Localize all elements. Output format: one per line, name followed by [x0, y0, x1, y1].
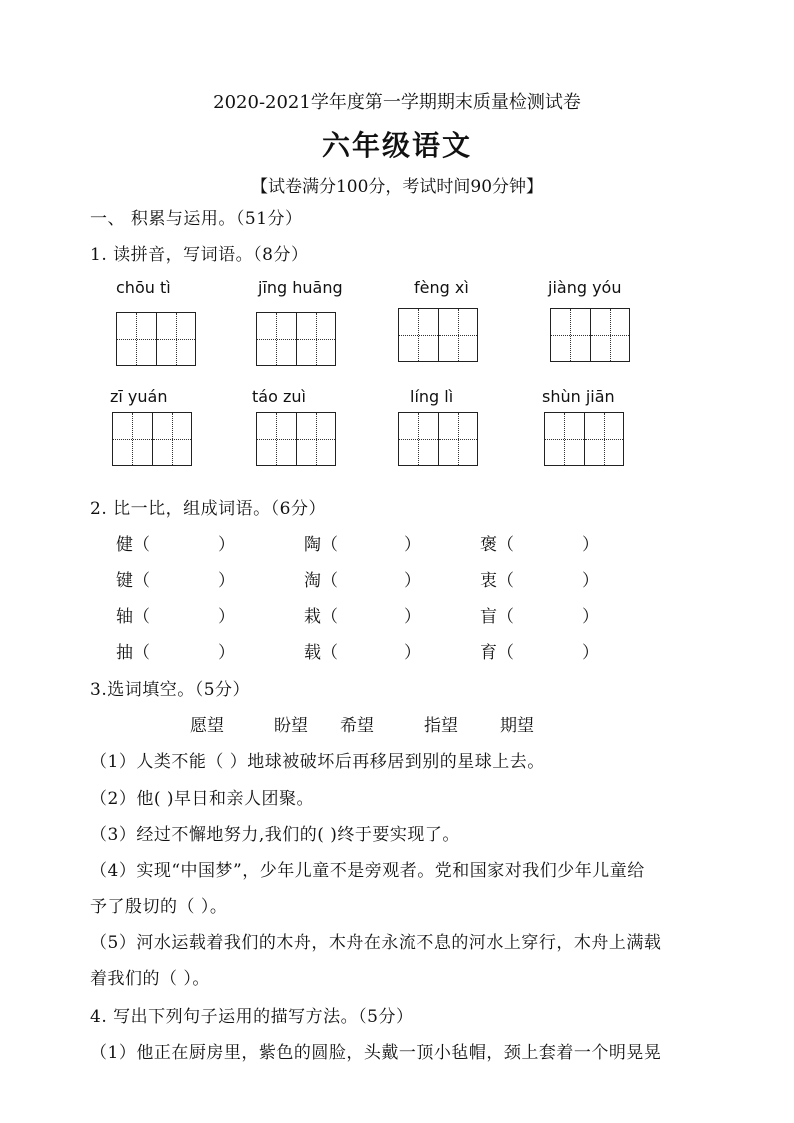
question-4-sentence: （1）他正在厨房里，紫色的圆脸，头戴一顶小毡帽，颈上套着一个明晃晃 — [90, 1043, 662, 1063]
blank-close: ） — [218, 607, 235, 627]
character-grid[interactable] — [398, 412, 478, 466]
pinyin-label: jiàng yóu — [548, 278, 622, 297]
compare-item: 抽（ — [116, 643, 150, 663]
character-grid[interactable] — [256, 412, 336, 466]
character-grid[interactable] — [550, 308, 630, 362]
question-4-heading: 4. 写出下列句子运用的描写方法。（5分） — [90, 1007, 414, 1027]
pinyin-label: fèng xì — [414, 278, 469, 297]
compare-item: 栽（ — [304, 607, 338, 627]
character-grid[interactable] — [116, 312, 196, 366]
question-1-heading: 1. 读拼音，写词语。（8分） — [90, 245, 309, 265]
character-grid[interactable] — [256, 312, 336, 366]
pinyin-label: jīng huāng — [258, 278, 343, 297]
character-grid[interactable] — [398, 308, 478, 362]
pinyin-label: líng lì — [410, 387, 454, 406]
word-option: 期望 — [500, 716, 534, 736]
compare-item: 健（ — [116, 535, 150, 555]
pinyin-label: táo zuì — [252, 387, 306, 406]
fill-sentence: （1）人类不能（ ）地球被破坏后再移居到别的星球上去。 — [90, 752, 545, 772]
exam-year-line: 2020-2021学年度第一学期期末质量检测试卷 — [213, 92, 581, 113]
word-option: 愿望 — [190, 716, 224, 736]
blank-close: ） — [218, 571, 235, 591]
fill-sentence: （3）经过不懈地努力,我们的( )终于要实现了。 — [90, 825, 460, 845]
exam-note: 【试卷满分100分，考试时间90分钟】 — [250, 177, 544, 197]
pinyin-label: zī yuán — [110, 387, 168, 406]
pinyin-label: shùn jiān — [542, 387, 615, 406]
compare-item: 盲（ — [480, 607, 514, 627]
blank-close: ） — [404, 643, 421, 663]
compare-item: 衷（ — [480, 571, 514, 591]
fill-sentence: （5）河水运载着我们的木舟，木舟在永流不息的河水上穿行，木舟上满载 — [90, 933, 662, 953]
question-3-heading: 3.选词填空。（5分） — [90, 680, 251, 700]
blank-close: ） — [404, 535, 421, 555]
compare-item: 陶（ — [304, 535, 338, 555]
word-option: 希望 — [340, 716, 374, 736]
exam-title: 六年级语文 — [321, 129, 472, 162]
fill-sentence: 着我们的（ ）。 — [90, 969, 210, 989]
blank-close: ） — [404, 607, 421, 627]
blank-close: ） — [404, 571, 421, 591]
blank-close: ） — [582, 643, 599, 663]
compare-item: 育（ — [480, 643, 514, 663]
compare-item: 键（ — [116, 571, 150, 591]
blank-close: ） — [218, 643, 235, 663]
word-option: 指望 — [424, 716, 458, 736]
blank-close: ） — [582, 571, 599, 591]
blank-close: ） — [582, 535, 599, 555]
section-heading: 一、 积累与运用。（51分） — [90, 209, 303, 229]
pinyin-label: chōu tì — [116, 278, 171, 297]
character-grid[interactable] — [544, 412, 624, 466]
character-grid[interactable] — [112, 412, 192, 466]
blank-close: ） — [218, 535, 235, 555]
question-2-heading: 2. 比一比，组成词语。（6分） — [90, 499, 326, 519]
word-option: 盼望 — [274, 716, 308, 736]
fill-sentence: （4）实现“中国梦”，少年儿童不是旁观者。党和国家对我们少年儿童给 — [90, 861, 645, 881]
compare-item: 载（ — [304, 643, 338, 663]
fill-sentence: （2）他( )早日和亲人团聚。 — [90, 789, 314, 809]
fill-sentence: 予了殷切的（ ）。 — [90, 897, 228, 917]
compare-item: 淘（ — [304, 571, 338, 591]
compare-item: 轴（ — [116, 607, 150, 627]
blank-close: ） — [582, 607, 599, 627]
compare-item: 褒（ — [480, 535, 514, 555]
